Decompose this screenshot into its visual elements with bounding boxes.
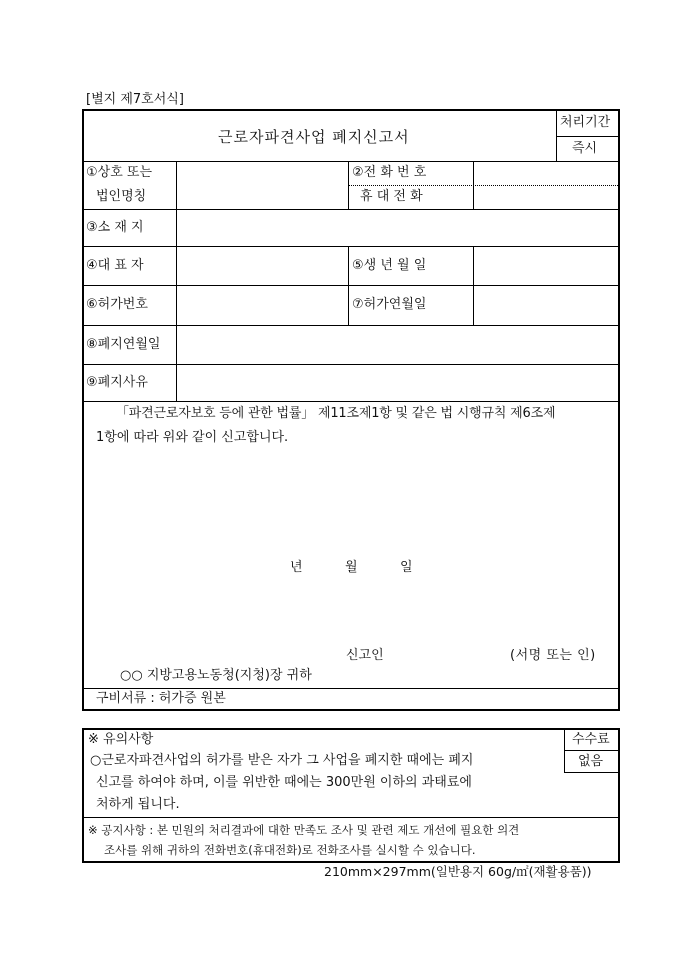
public-notice-line-1: ※ 공지사항 : 본 민원의 처리결과에 대한 만족도 조사 및 관련 제도 개선에 필요한 의견	[88, 823, 520, 837]
required-documents: 구비서류 : 허가증 원본	[96, 691, 226, 706]
rule	[82, 161, 620, 162]
public-notice-line-2: 조사를 위해 귀하의 전화번호(휴대전화)로 전화조사를 실시할 수 있습니다.	[104, 843, 476, 857]
statement-line-1: 「파견근로자보호 등에 관한 법률」 제11조제1항 및 같은 법 시행규칙 제6조제	[116, 406, 556, 421]
applicant-label: 신고인	[346, 648, 384, 663]
notice-line-1: ○근로자파견사업의 허가를 받은 자가 그 사업을 폐지한 때에는 폐지	[90, 753, 474, 768]
form-title: 근로자파견사업 폐지신고서	[218, 128, 410, 146]
permit-number-input[interactable]	[178, 287, 346, 323]
field-label-company: ①상호 또는	[86, 165, 153, 180]
addressee: ○○ 지방고용노동청(지청)장 귀하	[120, 668, 312, 683]
processing-period-value: 즉시	[572, 141, 598, 156]
rule	[82, 325, 620, 326]
birthdate-input[interactable]	[475, 248, 618, 283]
closure-date-input[interactable]	[178, 327, 618, 362]
statement-line-2: 1항에 따라 위와 같이 신고합니다.	[96, 430, 289, 445]
date-year: 년	[290, 560, 303, 575]
rule	[82, 209, 620, 210]
permit-date-input[interactable]	[475, 287, 618, 323]
field-label-company-2: 법인명칭	[96, 189, 147, 204]
field-label-address: ③소 재 지	[86, 220, 144, 235]
rule	[473, 161, 474, 209]
processing-period-label: 처리기간	[560, 115, 611, 130]
fee-label: 수수료	[572, 732, 610, 747]
rule	[82, 401, 620, 402]
field-label-phone: ②전 화 번 호	[352, 165, 427, 180]
field-label-permit-number: ⑥허가번호	[86, 297, 148, 312]
rule	[348, 185, 620, 186]
rule	[348, 161, 349, 209]
rule	[82, 246, 620, 247]
representative-input[interactable]	[178, 248, 346, 283]
rule	[556, 109, 557, 161]
notice-line-3: 처하게 됩니다.	[96, 797, 180, 812]
rule	[564, 750, 620, 751]
closure-reason-input[interactable]	[178, 366, 618, 399]
rule	[82, 817, 620, 818]
rule	[348, 246, 349, 325]
rule	[556, 136, 620, 137]
date-month: 월	[345, 560, 358, 575]
paper-spec: 210mm×297mm(일반용지 60g/㎡(재활용품))	[324, 864, 592, 879]
mobile-input[interactable]	[475, 187, 618, 208]
date-day: 일	[400, 560, 413, 575]
notice-line-2: 신고를 하여야 하며, 이를 위반한 때에는 300만원 이하의 과태료에	[96, 775, 472, 790]
field-label-birthdate: ⑤생 년 월 일	[352, 258, 427, 273]
field-label-representative: ④대 표 자	[86, 258, 144, 273]
fee-value: 없음	[578, 754, 604, 769]
signature-label: (서명 또는 인)	[510, 648, 596, 663]
company-name-input[interactable]	[178, 163, 346, 207]
rule	[564, 772, 620, 773]
field-label-permit-date: ⑦허가연월일	[352, 297, 427, 312]
field-label-mobile: 휴 대 전 화	[360, 189, 423, 204]
rule	[176, 161, 177, 401]
form-label: [별지 제7호서식]	[86, 92, 184, 107]
address-input[interactable]	[178, 211, 618, 244]
notice-heading: ※ 유의사항	[88, 732, 154, 747]
rule	[473, 246, 474, 325]
rule	[82, 688, 620, 689]
field-label-closure-reason: ⑨폐지사유	[86, 375, 148, 390]
rule	[82, 285, 620, 286]
rule	[82, 364, 620, 365]
field-label-closure-date: ⑧폐지연월일	[86, 337, 161, 352]
phone-input[interactable]	[475, 163, 618, 184]
